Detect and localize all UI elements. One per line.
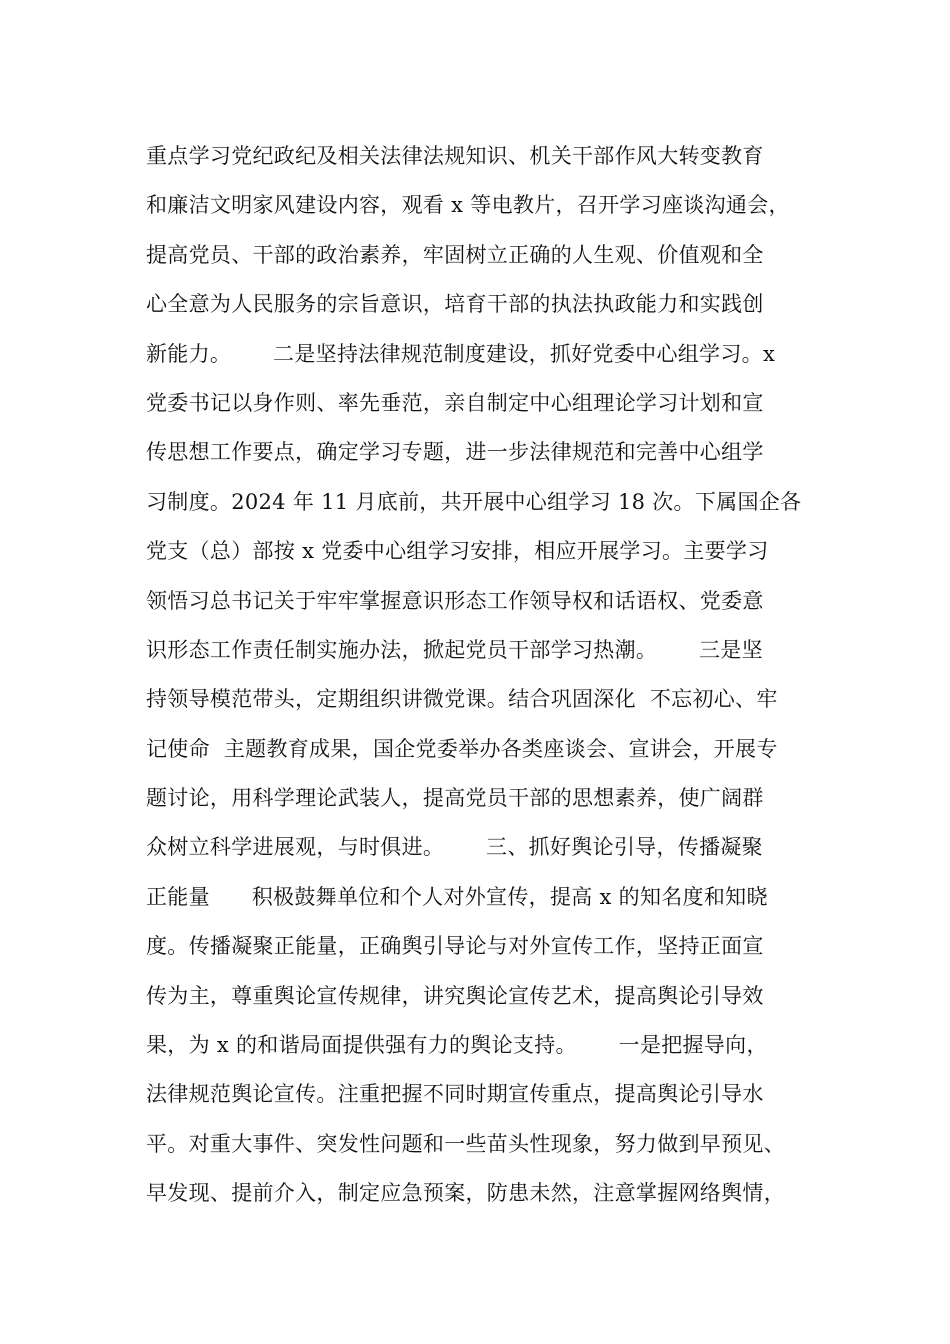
text-line: 党委书记以身作则、率先垂范，亲自制定中心组理论学习计划和宣 [146, 390, 764, 415]
text-line: 众树立科学进展观，与时俱进。 三、抓好舆论引导，传播凝聚 [146, 835, 763, 860]
text-line: 识形态工作责任制实施办法，掀起党员干部学习热潮。 三是坚 [146, 637, 763, 662]
text-line: 法律规范舆论宣传。注重把握不同时期宣传重点，提高舆论引导水 [146, 1082, 764, 1107]
body-text [146, 132, 836, 1219]
text-line: 传思想工作要点，确定学习专题，进一步法律规范和完善中心组学 [146, 440, 764, 465]
text-line: 题讨论，用科学理论武装人，提高党员干部的思想素养，使广阔群 [146, 786, 764, 811]
text-line: 提高党员、干部的政治素养，牢固树立正确的人生观、价值观和全 [146, 242, 764, 267]
text-line: 心全意为人民服务的宗旨意识，培育干部的执法执政能力和实践创 [146, 292, 764, 317]
text-line: 度。传播凝聚正能量，正确舆引导论与对外宣传工作，坚持正面宣 [146, 934, 764, 959]
text-line: 记使命 主题教育成果，国企党委举办各类座谈会、宣讲会，开展专 [146, 736, 778, 761]
text-line: 习制度。2024 年 11 月底前，共开展中心组学习 18 次。下属国企各 [146, 489, 802, 514]
text-line: 正能量 积极鼓舞单位和个人对外宣传，提高 x 的知名度和知晓 [146, 884, 768, 909]
text-line: 传为主，尊重舆论宣传规律，讲究舆论宣传艺术，提高舆论引导效 [146, 983, 764, 1008]
text-line: 持领导模范带头，定期组织讲微党课。结合巩固深化 不忘初心、牢 [146, 687, 778, 712]
text-line: 和廉洁文明家风建设内容，观看 x 等电教片，召开学习座谈沟通会， [146, 193, 790, 218]
text-line: 重点学习党纪政纪及相关法律法规知识、机关干部作风大转变教育 [146, 144, 764, 168]
text-line: 果，为 x 的和谐局面提供强有力的舆论支持。 一是把握导向， [146, 1033, 768, 1058]
text-line: 早发现、提前介入，制定应急预案，防患未然，注意掌握网络舆情， [146, 1181, 785, 1206]
text-line: 平。对重大事件、突发性问题和一些苗头性现象，努力做到早预见、 [146, 1131, 785, 1156]
text-line: 领悟习总书记关于牢牢掌握意识形态工作领导权和话语权、党委意 [146, 588, 764, 613]
text-line: 新能力。 二是坚持法律规范制度建设，抓好党委中心组学习。x [146, 341, 776, 366]
text-line: 党支（总）部按 x 党委中心组学习安排，相应开展学习。主要学习 [146, 539, 769, 564]
